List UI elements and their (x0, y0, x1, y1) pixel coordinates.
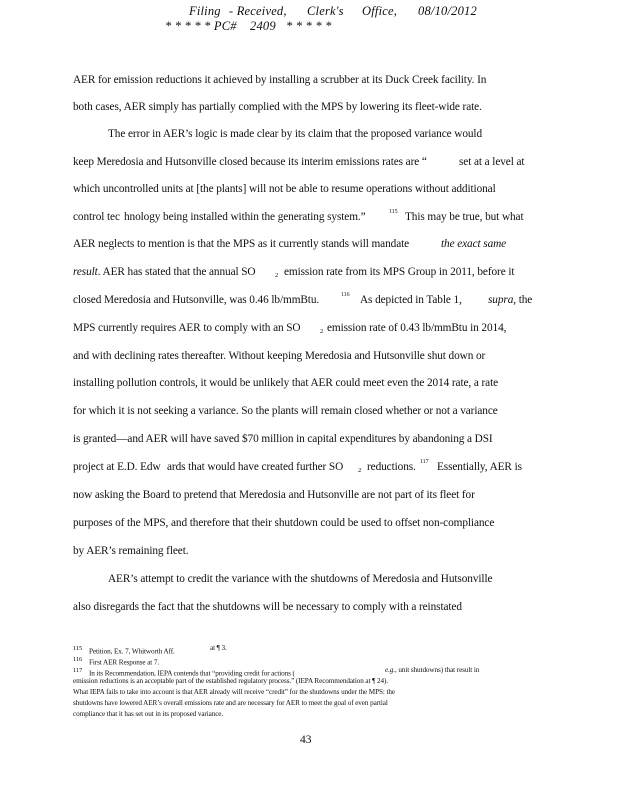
body-line-2: both cases, AER simply has partially complied with the MPS by lowering its fleet-wide rate. (73, 101, 482, 113)
header-stars-left: * * * * * PC# (165, 19, 237, 33)
body-line-8 (73, 266, 256, 279)
page-number: 43 (300, 734, 312, 746)
body-line-7b-italic: the exact same (441, 238, 507, 250)
so2-subscript-3 (358, 463, 361, 477)
footnote-117-line-1-end (385, 666, 479, 675)
so2-subscript-2-text: 2 (320, 328, 324, 335)
footnote-115-number: 115 (73, 645, 83, 652)
so2-subscript-1-text: 2 (275, 272, 279, 279)
header-filing: Filing (189, 4, 221, 18)
body-line-16: now asking the Board to pretend that Meredosia and Hutsonville are not part of its fleet for (73, 489, 475, 501)
footnote-ref-117 (420, 456, 428, 472)
body-line-12: installing pollution controls, it would be unlikely that AER could meet even the 2014 rate, a rate (73, 377, 499, 389)
body-line-1: AER for emission reductions it achieved by installing a scrubber at its Duck Creek facility. In (73, 74, 487, 86)
body-line-7a: AER neglects to mention is that the MPS as it currently stands will mandate (73, 238, 410, 250)
header-office: Office, (362, 4, 398, 18)
body-line-13: for which it is not seeking a variance. So the plants will remain closed whether or not a variance (73, 405, 498, 417)
footnote-117-text-c: , unit shutdowns) that result in (394, 666, 480, 674)
footnote-116-number: 116 (73, 656, 83, 663)
body-line-9a: closed Meredosia and Hutsonville, was 0.46 lb/mmBtu. (73, 294, 320, 306)
body-line-20: also disregards the fact that the shutdowns will be necessary to comply with a reinstated (73, 601, 462, 613)
body-line-10b: emission rate of 0.43 lb/mmBtu in 2014, (327, 322, 507, 334)
footnote-117-line-2: emission reductions is an acceptable part of the established regulatory process.” (IEPA Recommendation at ¶ 24). (73, 677, 388, 685)
body-line-9cd (488, 294, 532, 307)
so2-subscript-1 (275, 268, 278, 282)
body-line-8c: emission rate from its MPS Group in 2011, before it (284, 266, 515, 278)
body-line-8a-italic: result (73, 266, 98, 278)
footnote-117-line-3: What IEPA fails to take into account is that AER already will receive “credit” for the shutdowns under the MPS: the (73, 688, 395, 696)
body-line-4b: set at a level at (459, 156, 525, 168)
so2-subscript-2 (320, 324, 323, 338)
footnote-ref-115-text: 115 (389, 209, 398, 215)
body-line-6c: This may be true, but what (405, 211, 524, 223)
footnote-117-line-5: compliance that it has set out in its proposed variance. (73, 710, 224, 718)
body-line-15b: ards that would have created further SO (167, 461, 344, 473)
footnote-115-text-b: at ¶ 3. (210, 644, 227, 652)
header-received: - Received, (229, 4, 287, 18)
footnote-ref-115 (389, 206, 397, 222)
body-line-9b: As depicted in Table 1, (360, 294, 462, 306)
body-line-8b: . AER has stated that the annual SO (97, 266, 256, 278)
footnote-ref-117-text: 117 (420, 459, 429, 465)
body-line-15d: Essentially, AER is (437, 461, 522, 473)
header-pc-number: 2409 (250, 19, 276, 33)
body-line-10a: MPS currently requires AER to comply with an SO (73, 322, 301, 334)
footnote-ref-116-text: 116 (341, 292, 350, 298)
footnote-116-text: First AER Response at 7. (89, 658, 160, 667)
body-line-19: AER’s attempt to credit the variance with the shutdowns of Meredosia and Hutsonville (108, 573, 493, 585)
header-clerks: Clerk's (307, 4, 344, 18)
body-line-4a: keep Meredosia and Hutsonville closed because its interim emissions rates are “ (73, 156, 427, 168)
footnote-117-text-a: In its Recommendation, IEPA contends that “providing credit for actions ( (89, 669, 295, 678)
footnote-115-text-a: Petition, Ex. 7, Whitworth Aff. (89, 647, 175, 656)
body-line-14: is granted—and AER will have saved $70 million in capital expenditures by abandoning a DSI (73, 433, 493, 445)
body-line-15c: reductions. (367, 461, 416, 473)
body-line-17: purposes of the MPS, and therefore that their shutdown could be used to offset non-compliance (73, 517, 495, 529)
body-line-11: and with declining rates thereafter. Without keeping Meredosia and Hutsonville shut down or (73, 350, 486, 362)
body-line-9d: , the (513, 294, 533, 306)
footnote-117-eg-italic: e.g. (385, 666, 395, 674)
body-line-5: which uncontrolled units at [the plants] will not be able to resume operations without additional (73, 183, 496, 195)
body-line-6b: hnology being installed within the generating system.” (124, 211, 366, 223)
body-line-15a: project at E.D. Edw (73, 461, 161, 473)
header-date: 08/10/2012 (418, 4, 477, 18)
body-line-3: The error in AER’s logic is made clear by its claim that the proposed variance would (108, 128, 483, 140)
footnote-117-line-4: shutdowns have lowered AER’s overall emissions rate and are necessary for AER to meet the goal of even partial (73, 699, 388, 707)
body-line-18: by AER’s remaining fleet. (73, 545, 189, 557)
footnote-117-number: 117 (73, 667, 83, 674)
footnote-ref-116 (341, 289, 349, 305)
header-stars-right: * * * * * (286, 19, 332, 33)
so2-subscript-3-text: 2 (358, 467, 362, 474)
body-line-6a: control tec (73, 211, 120, 223)
body-line-9c-italic: supra (488, 294, 514, 306)
